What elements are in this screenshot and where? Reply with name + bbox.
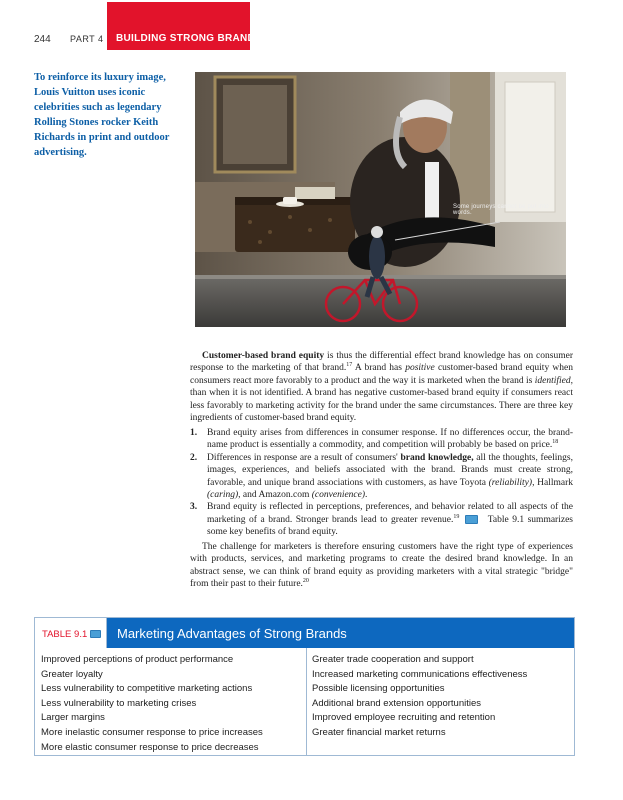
table-row: Less vulnerability to marketing crises: [41, 697, 197, 709]
emphasis: (convenience): [311, 490, 366, 501]
list-number: 3.: [190, 502, 198, 513]
key-term: Customer-based brand equity: [202, 351, 325, 361]
table-title: Marketing Advantages of Strong Brands: [117, 626, 347, 641]
emphasis: (caring): [207, 490, 239, 501]
text-run: Brand equity is reflected in perceptions, preferences, and behavior related to all aspects of the marketing of a brand. Stronger brands lead to greater revenue.: [207, 502, 573, 525]
list-number: 1.: [190, 428, 198, 438]
table-title-box: [107, 618, 574, 648]
table-header: [35, 618, 574, 648]
part-label: PART 4: [70, 34, 104, 44]
table-icon: [90, 630, 101, 638]
text-run: customer-based brand equity when consumers react more favorably to a product and the way it is marketed when the brand is: [190, 363, 573, 386]
table-row: Increased marketing communications effectiveness: [312, 668, 528, 680]
table-row: Possible licensing opportunities: [312, 683, 445, 695]
page-header: [0, 0, 623, 52]
text-run: .: [365, 490, 368, 501]
table-row: Larger margins: [41, 712, 105, 724]
table-column-right: [312, 653, 570, 741]
table-row: Less vulnerability to competitive marketing actions: [41, 683, 253, 695]
paragraph-challenge: [190, 541, 573, 591]
table-label: [42, 629, 101, 640]
table-row: Additional brand extension opportunities: [312, 697, 482, 709]
list-item: [190, 501, 573, 538]
footnote-ref: 20: [302, 578, 309, 585]
text-run: is thus the differential effect brand knowledge has on consumer response to the marketing of that brand.: [190, 351, 573, 374]
emphasis: identified,: [534, 375, 573, 386]
table-9-1: [34, 617, 575, 756]
text-run: than when it is not identified. A brand has negative customer-based brand equity if consumers react less favorably to marketing activity for the brand under the same circumstances. There are three key ingredients of customer-based brand equity.: [190, 388, 573, 424]
list-item: [190, 427, 573, 452]
footnote-ref: 18: [552, 439, 559, 446]
list-number: 2.: [190, 452, 198, 463]
text-run: A brand has: [352, 363, 406, 374]
table-row: Improved perceptions of product performance: [41, 654, 234, 665]
footnote-ref: 17: [346, 362, 353, 369]
table-row: Greater trade cooperation and support: [312, 654, 474, 665]
text-run: The challenge for marketers is therefore ensuring customers have the right type of experiences with products, services, and marketing programs to create the desired brand knowledge. In an abstract sense, we can think of brand equity as providing marketers with a vital strategic "bridge" from their past to their future.: [190, 542, 573, 590]
section-title: BUILDING STRONG BRANDS: [116, 33, 263, 44]
text-run: , and Amazon.com: [238, 490, 312, 501]
table-row: Greater financial market returns: [312, 726, 446, 738]
text-run: Differences in response are a result of consumers': [207, 452, 401, 463]
paragraph-customer-based-brand-equity: [190, 350, 573, 424]
list-item: [190, 452, 573, 502]
text-run: Table 9.1 summarizes some key benefits of brand equity.: [207, 514, 573, 538]
emphasis: positive: [405, 363, 435, 374]
table-label-box: [35, 618, 107, 648]
photograph-icon: [195, 72, 566, 327]
ad-tagline: Some journeys cannot be put into words.: [453, 204, 549, 216]
table-link-icon[interactable]: [465, 515, 478, 524]
text-run: all the thoughts, feelings, images, experiences, and beliefs associated with the brand. Brands must create strong, favorable, and unique brand associations with customers, as have Toyota: [207, 452, 574, 488]
photo-caption: To reinforce its luxury image, Louis Vuitton uses iconic celebrities such as legendary Rolling Stones rocker Keith Richards in print and outdoor advertising.: [34, 72, 170, 158]
footnote-ref: 19: [453, 513, 460, 520]
text-run: , Hallmark: [532, 477, 573, 488]
text-run: Brand equity arises from differences in consumer response. If no differences occur, the brand-name product is essentially a commodity, and competition will probably be based on price.: [207, 428, 573, 451]
advertisement-photo: [195, 72, 566, 327]
key-term: brand knowledge,: [400, 452, 474, 463]
table-column-left: [41, 653, 301, 755]
column-divider: [306, 648, 307, 755]
table-label-text: TABLE 9.1: [42, 629, 88, 640]
ingredients-list: [190, 427, 573, 539]
table-row: More inelastic consumer response to price increases: [41, 726, 263, 738]
table-row: Improved employee recruiting and retention: [312, 712, 496, 724]
table-row: Greater loyalty: [41, 668, 103, 680]
page-number: 244: [34, 34, 51, 45]
emphasis: (reliability): [488, 477, 533, 488]
table-row: More elastic consumer response to price decreases: [41, 741, 259, 753]
